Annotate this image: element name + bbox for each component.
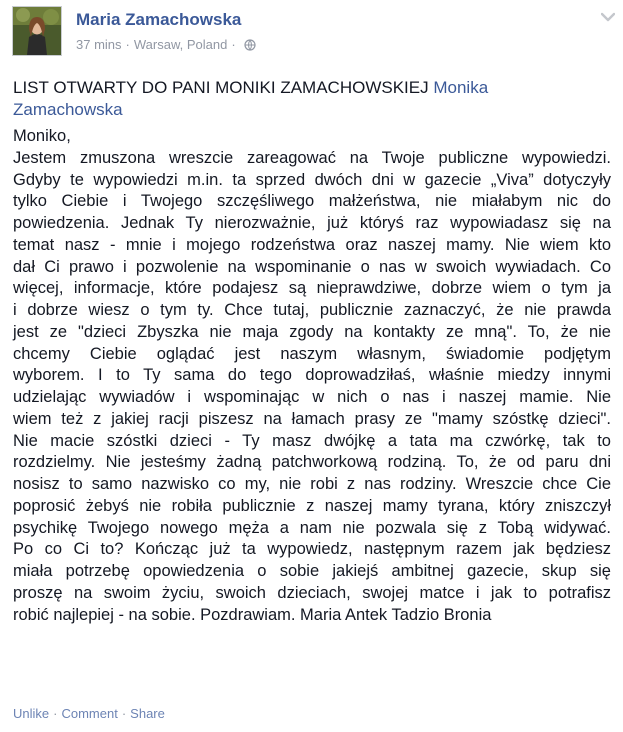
post-line: jest ze "dzieci Zbyszka nie maja zgody na kontakty ze mną". To, że nie xyxy=(13,322,611,341)
tagged-person-first: Monika xyxy=(433,78,489,97)
post-line: wyborem. I to Ty sama do tego doprowadziłaś, właśnie miedzy innymi xyxy=(13,366,611,385)
post-line: więcej, informacje, które podajesz są nieprawdziwe, dobrze wiem o tym ja xyxy=(13,279,611,298)
tagged-person-last: Zamachowska xyxy=(13,100,123,119)
share-button[interactable]: Share xyxy=(130,706,165,721)
post-line: Moniko, xyxy=(13,127,71,145)
post-line: i dobrze wiesz o tym ty. Chce tutaj, publicznie zaznaczyć, że nie prawda xyxy=(13,301,611,319)
post-line: proszę na swoim życiu, swoich dzieciach, swojej matce i jak to potrafisz xyxy=(13,583,611,602)
author-avatar[interactable] xyxy=(12,6,62,56)
post-line: Nie macie szóstki dzieci - Ty masz dwójkę a tata ma czwórkę, tak to xyxy=(13,431,611,450)
unlike-button[interactable]: Unlike xyxy=(13,706,50,721)
post-line: Po co Ci to? Kończąc już ta wypowiedz, następnym razem jak będziesz xyxy=(13,540,611,559)
post-timestamp[interactable]: 37 mins xyxy=(76,37,122,52)
post-title xyxy=(13,77,608,121)
chevron-down-icon[interactable] xyxy=(601,12,615,22)
post-line: chcemy Ciebie oglądać jest naszym własnym, świadomie podjętym xyxy=(13,344,611,363)
post-title-text: LIST OTWARTY DO PANI MONIKI ZAMACHOWSKIEJ xyxy=(13,78,429,97)
comment-button[interactable]: Comment xyxy=(61,706,118,721)
post-line: powiedzenia. Jednak Ty nierozważnie, już któryś raz wypowiadasz się na xyxy=(13,214,611,232)
post-body xyxy=(13,126,611,626)
post-line: poprosić żebyś nie robiła publicznie z naszej mamy tyrana, który zniszczył xyxy=(13,496,611,515)
post-line: temat nasz - mnie i mojego rodzeństwa oraz naszej mamy. Nie wiem kto xyxy=(13,235,611,254)
action-separator: · xyxy=(121,706,127,721)
post-line: nosisz to samo nazwisko co my, nie robi z nas rodziny. Wreszcie chce Cie xyxy=(13,475,611,493)
post-line: psychikę Twojego nowego męża a nam nie pozwala się z Tobą widywać. xyxy=(13,518,611,537)
post-meta xyxy=(76,37,256,52)
meta-separator: · xyxy=(125,37,130,52)
post-actions xyxy=(13,706,165,721)
post-line: wiem też z jakiej racji piszesz na łamach prasy ze "mamy szóstkę dzieci". xyxy=(13,409,611,428)
meta-separator: · xyxy=(231,37,236,52)
post-line: miała potrzebę opowiedzenia o sobie jakiejś ambitnej gazecie, skup się xyxy=(13,562,611,580)
post-line: robić najlepiej - na sobie. Pozdrawiam. Maria Antek Tadzio Bronia xyxy=(13,605,492,624)
post-location[interactable]: Warsaw, Poland xyxy=(133,37,228,52)
author-name-link[interactable]: Maria Zamachowska xyxy=(76,10,242,29)
action-separator: · xyxy=(53,706,58,721)
post-line: udzielając wywiadów i wspominając w nich o nas i naszej mamie. Nie xyxy=(13,388,611,406)
post-line: tylko Ciebie i Twojego szczęśliwego małżeństwa, nie miałabym nic do xyxy=(13,192,611,211)
post-line: dał Ci prawo i pozwolenie na wspominanie o nas w swoich wywiadach. Co xyxy=(13,257,611,276)
post-line: Jestem zmuszona wreszcie zareagować na Twoje publiczne wypowiedzi. xyxy=(13,148,611,167)
post-line: rozdzielmy. Nie jesteśmy żadną patchworkową rodziną. To, że od paru dni xyxy=(13,453,611,472)
globe-icon[interactable] xyxy=(244,39,256,51)
post-line: Gdyby te wypowiedzi m.in. ta sprzed dwóch dni w gazecie „Viva” dotyczyły xyxy=(13,170,611,189)
avatar-photo-icon xyxy=(13,7,61,55)
